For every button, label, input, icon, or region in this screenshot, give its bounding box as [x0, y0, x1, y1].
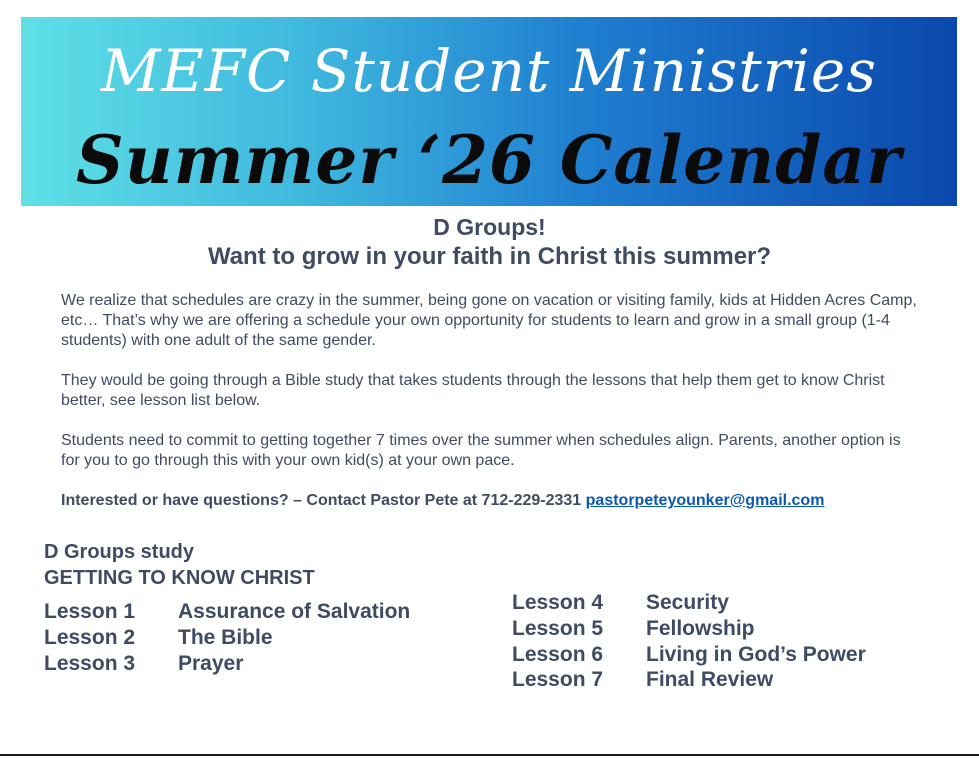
header-banner — [21, 17, 957, 206]
lesson-name: Fellowship — [646, 617, 755, 640]
bible-study-paragraph: They would be going through a Bible study that takes students through the lessons that help them get to know Christ better, see lesson list below. — [61, 372, 885, 409]
lesson-name: Assurance of Salvation — [178, 600, 411, 623]
contact-text: Interested or have questions? – Contact Pastor Pete at 712-229-2331 — [61, 492, 582, 509]
lesson-number: Lesson 5 — [512, 617, 604, 640]
commitment-paragraph: Students need to commit to getting together 7 times over the summer when schedules align. Parents, another option is for you to go through this with your own kid(s) at your own pace. — [61, 432, 901, 469]
page-subheading: Want to grow in your faith in Christ this summer? — [207, 243, 772, 270]
intro-paragraph: We realize that schedules are crazy in the summer, being gone on vacation or visiting family, kids at Hidden Acres Camp, etc… That’s why we are offering a schedule your own opportunity for students to learn and grow in a small group (1-4 students) with one adult of the same gender. — [61, 292, 917, 349]
lesson-name: The Bible — [178, 626, 273, 649]
lesson-number: Lesson 3 — [44, 652, 136, 675]
lesson-name: Living in God’s Power — [646, 643, 866, 666]
lesson-number: Lesson 2 — [44, 626, 136, 649]
lesson-name: Final Review — [646, 668, 774, 691]
email-link[interactable]: pastorpeteyounker@gmail.com — [585, 492, 825, 509]
lesson-number: Lesson 6 — [512, 643, 604, 666]
contact-line — [61, 491, 921, 511]
page-heading: D Groups! — [433, 214, 546, 240]
lesson-name: Security — [646, 591, 729, 614]
lesson-name: Prayer — [178, 652, 244, 675]
banner-ministry-title: MEFC Student Ministries — [100, 37, 877, 105]
bottom-divider — [0, 754, 979, 756]
banner-calendar-title: Summer ‘26 Calendar — [76, 121, 902, 199]
study-subtitle: GETTING TO KNOW CHRIST — [44, 567, 315, 589]
lesson-number: Lesson 4 — [512, 591, 604, 614]
lesson-number: Lesson 7 — [512, 668, 604, 691]
lesson-number: Lesson 1 — [44, 600, 136, 623]
study-title: D Groups study — [44, 541, 195, 563]
